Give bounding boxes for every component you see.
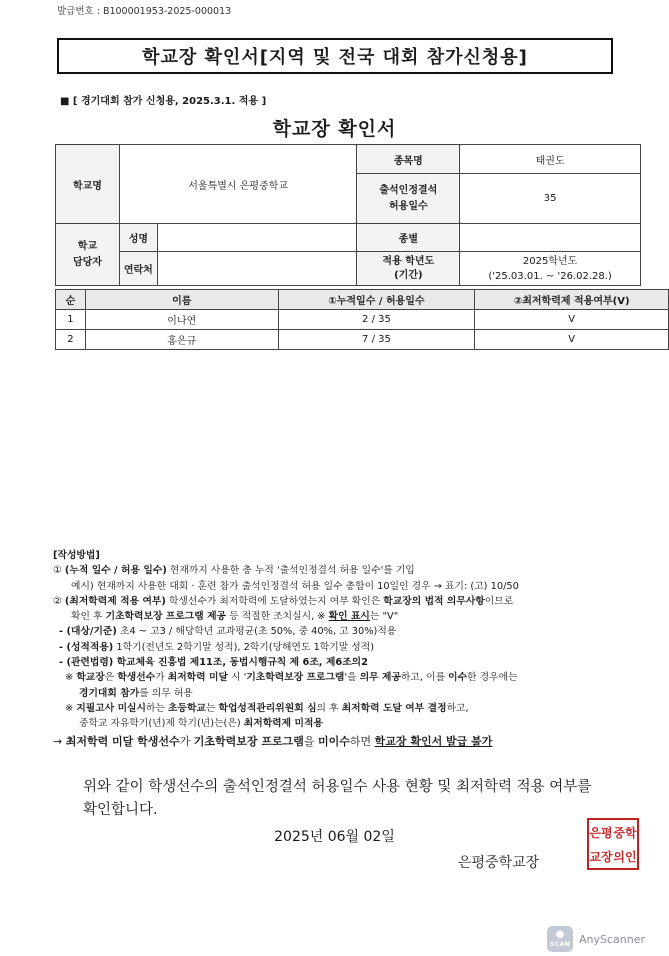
note-2-line2d: 확인 표시 bbox=[328, 611, 370, 623]
scanner-watermark bbox=[547, 926, 645, 952]
note-6b: 학교장 bbox=[76, 672, 105, 684]
note-3-bold: - (대상/기준) bbox=[59, 626, 117, 638]
note-6h: 기초학력보장 프로그램 bbox=[246, 672, 345, 684]
arrow-b: 최저학력 미달 학생선수 bbox=[65, 734, 180, 748]
note-7h: 최저학력 도달 여부 결정 bbox=[341, 702, 447, 714]
note-5: - (관련법령) 학교체육 진흥법 제11조, 동법시행규칙 제 6조, 제6조의2 bbox=[59, 657, 368, 669]
header-no: 순 bbox=[56, 290, 86, 310]
seal-char: 중학 bbox=[613, 825, 637, 840]
arrow-d: 기초학력보장 프로그램 bbox=[193, 734, 304, 748]
issue-date: 2025년 06월 02일 bbox=[274, 829, 395, 845]
note-6a: ※ bbox=[65, 672, 77, 684]
note-6-line2 bbox=[53, 686, 653, 701]
note-2-line2b: 기초학력보장 프로그램 제공 bbox=[105, 611, 227, 623]
scanner-app-name: AnyScanner bbox=[579, 932, 646, 946]
note-1 bbox=[53, 563, 653, 578]
note-7f: 학업성적관리위원회 심 bbox=[218, 702, 317, 714]
note-6f: 최저학력 미달 bbox=[167, 672, 228, 684]
note-2-line2c: 등 적절한 조치실시, ※ bbox=[226, 611, 329, 623]
note-6-line2b: 를 의무 허용 bbox=[139, 687, 193, 699]
note-1-prefix: ① bbox=[53, 565, 65, 577]
note-3-text: 초4 ~ 고3 / 해당학년 교과평균(초 50%, 중 40%, 고 30%)적용 bbox=[116, 626, 397, 638]
subheading: ■ [ 경기대회 참가 신청용, 2025.3.1. 적용 ] bbox=[60, 96, 267, 107]
note-2 bbox=[53, 594, 653, 609]
seal-char: 교장 bbox=[589, 849, 613, 864]
note-7g: 의 후 bbox=[316, 702, 342, 714]
arrow-c: 가 bbox=[179, 734, 194, 748]
year-label: 적용 학년도 (기간) bbox=[357, 252, 460, 286]
note-6-line2a: 경기대회 참가 bbox=[79, 687, 140, 699]
arrow-e: 을 bbox=[303, 734, 318, 748]
row-no: 1 bbox=[56, 310, 86, 330]
note-6 bbox=[53, 670, 653, 685]
row-check: V bbox=[475, 310, 669, 330]
note-2-text2: 이므로 bbox=[484, 595, 514, 607]
note-7d: 초등학교 bbox=[168, 702, 206, 714]
note-6m: 한 경우에는 bbox=[467, 672, 518, 684]
note-6e: 가 bbox=[155, 672, 168, 684]
sport-value: 태권도 bbox=[460, 145, 641, 174]
header-min-academic: ②최저학력제 적용여부(V) bbox=[475, 290, 669, 310]
note-4-bold: - (성적적용) bbox=[59, 641, 114, 653]
document-title: 학교장 확인서 bbox=[272, 118, 397, 140]
note-6l: 이수 bbox=[448, 672, 468, 684]
staff-label: 학교 담당자 bbox=[56, 224, 120, 286]
arrow-g: 하면 bbox=[349, 734, 375, 748]
note-7-line2b: 최저학력제 미적용 bbox=[243, 718, 323, 730]
writing-instructions bbox=[53, 548, 653, 749]
note-2-line2e: 는 "V" bbox=[369, 611, 399, 623]
signer-name: 은평중학교장 bbox=[458, 855, 540, 871]
name-value bbox=[157, 224, 357, 252]
note-2-line2 bbox=[53, 609, 653, 624]
arrow-a: → bbox=[53, 734, 66, 748]
form-title: 학교장 확인서[지역 및 전국 대회 참가신청용] bbox=[57, 38, 613, 74]
issue-number: 발급번호 : B100001953-2025-000013 bbox=[57, 6, 232, 17]
warning-line bbox=[53, 734, 653, 749]
scan-icon: ● SCAN bbox=[547, 926, 573, 952]
note-7c: 하는 bbox=[146, 702, 169, 714]
position-label: 종별 bbox=[357, 224, 460, 252]
note-7 bbox=[53, 701, 653, 716]
contact-value bbox=[157, 252, 357, 286]
row-no: 2 bbox=[56, 330, 86, 350]
position-value bbox=[460, 224, 641, 252]
row-name: 홍은규 bbox=[85, 330, 278, 350]
contact-label: 연락처 bbox=[119, 252, 157, 286]
note-7a: ※ bbox=[65, 702, 77, 714]
note-7i: 하고, bbox=[446, 702, 469, 714]
student-list-table bbox=[55, 289, 669, 350]
info-table bbox=[55, 144, 641, 286]
arrow-h: 학교장 확인서 발급 불가 bbox=[374, 734, 493, 748]
note-1-text: 현재까지 사용한 총 누적 '출석인정결석 허용 일수'를 기입 bbox=[166, 565, 415, 577]
note-7-line2 bbox=[53, 716, 653, 731]
seal-char: 은평 bbox=[589, 825, 613, 840]
school-label: 학교명 bbox=[56, 145, 120, 224]
confirmation-text: 위와 같이 학생선수의 출석인정결석 허용일수 사용 현황 및 최저학력 적용 여부를 확인합니다. bbox=[83, 779, 592, 818]
name-label: 성명 bbox=[119, 224, 157, 252]
note-4 bbox=[53, 640, 653, 655]
note-2-text1: 학생선수가 최저학력에 도달하였는지 여부 확인은 bbox=[165, 595, 384, 607]
school-value: 서울특별시 은평중학교 bbox=[119, 145, 357, 224]
note-2-line2a: 확인 후 bbox=[71, 611, 106, 623]
arrow-f: 미이수 bbox=[317, 734, 350, 748]
table-row bbox=[56, 310, 669, 330]
scan-icon-label: SCAN bbox=[550, 940, 570, 948]
note-6g: 시 ' bbox=[227, 672, 247, 684]
note-6d: 학생선수 bbox=[117, 672, 156, 684]
note-6j: 의무 제공 bbox=[359, 672, 401, 684]
note-1-bold: (누적 일수 / 허용 일수) bbox=[64, 565, 167, 577]
school-seal-stamp bbox=[587, 818, 639, 870]
note-6i: '을 bbox=[344, 672, 360, 684]
row-name: 이나연 bbox=[85, 310, 278, 330]
note-2-prefix: ② bbox=[53, 595, 65, 607]
row-days: 7 / 35 bbox=[278, 330, 475, 350]
note-7b: 지필고사 미실시 bbox=[76, 702, 146, 714]
year-value: 2025학년도 ('25.03.01. ~ '26.02.28.) bbox=[460, 252, 641, 286]
note-4-text: 1학기(전년도 2학기말 성적), 2학기(당해연도 1학기말 성적) bbox=[113, 641, 375, 653]
note-7e: 는 bbox=[205, 702, 219, 714]
header-days: ①누적일수 / 허용일수 bbox=[278, 290, 475, 310]
note-3 bbox=[53, 624, 653, 639]
row-days: 2 / 35 bbox=[278, 310, 475, 330]
notes-title: [작성방법] bbox=[53, 550, 100, 561]
note-2-bold2: 학교장의 법적 의무사항 bbox=[383, 595, 485, 607]
note-6k: 하고, 이를 bbox=[400, 672, 449, 684]
note-1-example: 예시) 현재까지 사용한 대회 · 훈련 참가 출석인정결석 허용 일수 총합이 10일인 경우 → 표기: (고) 10/50 bbox=[71, 580, 519, 592]
row-check: V bbox=[475, 330, 669, 350]
attendance-value: 35 bbox=[460, 174, 641, 224]
note-6c: 은 bbox=[104, 672, 118, 684]
note-2-bold: (최저학력제 적용 여부) bbox=[64, 595, 166, 607]
note-7-line2a: 중학교 자유학기(년)제 학기(년)는(은) bbox=[79, 718, 244, 730]
table-row bbox=[56, 330, 669, 350]
seal-char: 의인 bbox=[613, 849, 637, 864]
attendance-label: 출석인정결석 허용일수 bbox=[357, 174, 460, 224]
sport-label: 종목명 bbox=[357, 145, 460, 174]
header-name: 이름 bbox=[85, 290, 278, 310]
table-header-row bbox=[56, 290, 669, 310]
